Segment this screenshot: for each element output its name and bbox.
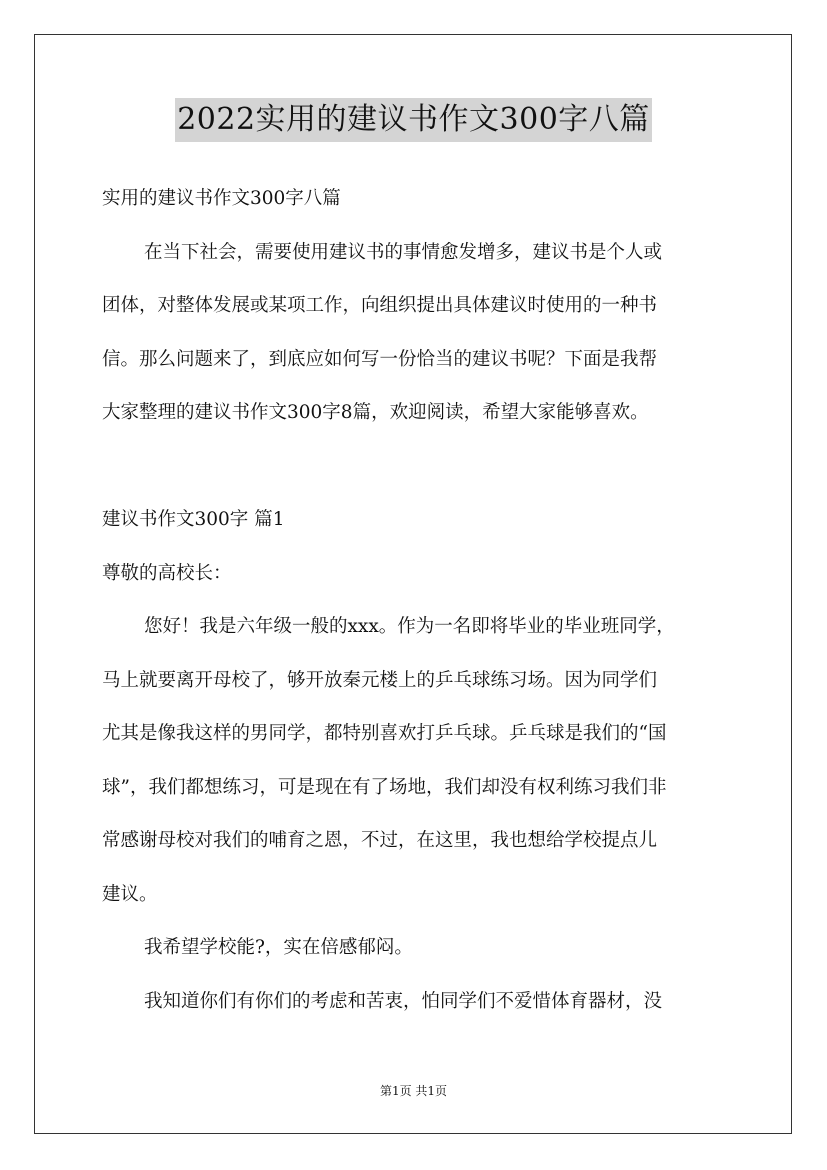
- document-subtitle: 实用的建议书作文300字八篇: [102, 188, 341, 209]
- section-heading: 建议书作文300字 篇1: [102, 509, 285, 530]
- body-line-1: 您好！我是六年级一般的xxx。作为一名即将毕业的毕业班同学，: [144, 616, 675, 637]
- document-title: 2022实用的建议书作文300字八篇: [175, 98, 652, 142]
- body-line-5: 常感谢母校对我们的哺育之恩，不过，在这里，我也想给学校提点儿: [102, 830, 658, 851]
- body-line-2: 马上就要离开母校了，够开放秦元楼上的乒乓球练习场。因为同学们: [102, 669, 658, 691]
- paragraph-3-line-1: 我知道你们有你们的考虑和苦衷，怕同学们不爱惜体育器材，没: [144, 990, 663, 1012]
- intro-line-1: 在当下社会，需要使用建议书的事情愈发增多，建议书是个人或: [144, 241, 663, 263]
- document-body: [102, 172, 732, 1028]
- title-wrap: [0, 98, 827, 142]
- body-line-4: 球”，我们都想练习，可是现在有了场地，我们却没有权利练习我们非: [102, 776, 667, 798]
- intro-line-3: 信。那么问题来了，到底应如何写一份恰当的建议书呢？下面是我帮: [102, 348, 658, 370]
- page-number-label: 第1页 共1页: [379, 1084, 448, 1098]
- salutation: 尊敬的高校长：: [102, 562, 232, 584]
- body-line-3: 尤其是像我这样的男同学，都特别喜欢打乒乓球。乒乓球是我们的“国: [102, 723, 667, 744]
- body-line-6: 建议。: [102, 883, 158, 905]
- paragraph-gap: [102, 440, 732, 494]
- intro-line-2: 团体，对整体发展或某项工作，向组织提出具体建议时使用的一种书: [102, 295, 658, 316]
- paragraph-2: 我希望学校能?，实在倍感郁闷。: [144, 937, 413, 958]
- intro-line-4: 大家整理的建议书作文300字8篇，欢迎阅读，希望大家能够喜欢。: [102, 402, 649, 423]
- page-footer: [0, 1082, 827, 1100]
